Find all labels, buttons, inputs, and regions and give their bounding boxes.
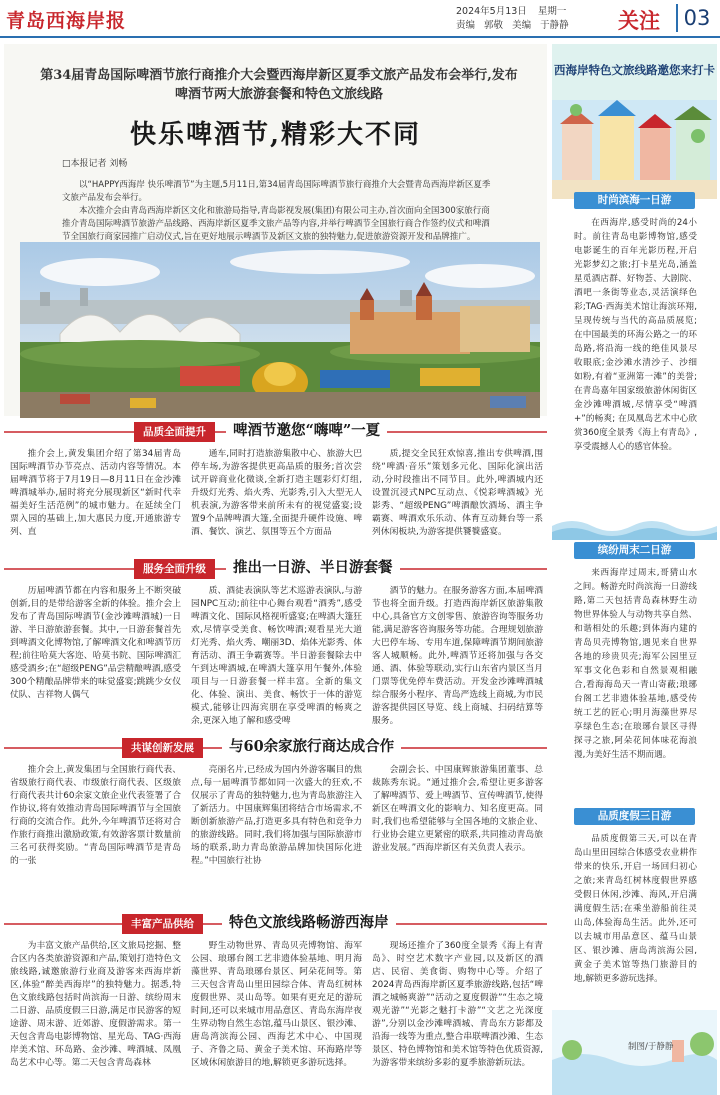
section-bar: [4, 559, 547, 579]
sidebar-banner: [552, 44, 717, 199]
masthead: [0, 0, 720, 38]
editor-name: 郭敬: [484, 20, 504, 31]
route-description: [574, 832, 697, 1012]
section-bar: [4, 422, 547, 442]
designer-label: 美编: [512, 20, 532, 31]
article-text: 质、酒徒表演队等艺术巡游表演队,与游园NPC互动;前往中心舞台观看“酒秀”,感受啤酒文化、国际风格视听盛宴;在啤酒大篷狂欢,尽情享受美食、畅饮啤酒;观看星光大道灯光秀、焰火秀、嘲丽3D、焰体光影秀、体育活动、酒王争霸赛等。半日游套餐除去中午到达啤酒城,在啤酒大篷享用午餐外,体验项目与一日游套餐一样丰富。全新的集文化、体验、演出、美食、畅饮于一体的游览模式,能够让四海宾朋在享受啤酒的畅爽之余,更深入地了解和感受啤: [191, 586, 362, 726]
section-name: 关注: [618, 9, 660, 33]
article-text: 会副会长、中国康辉旅游集团董事、总裁陈秀东说。“通过推介会,希望让更多游客了解啤酒节、爱上啤酒节、宣传啤酒节,使得新区在啤酒文化的影响力、知名度更高。同时,我们也希望能够与全国各地的文旅企业、行业协会建立更紧密的联系,共同推动青岛旅游业发展。”西海岸新区有关负责人表示。: [372, 765, 543, 853]
route-name: 缤纷周末二日游: [597, 544, 672, 556]
headline-title: 快乐啤酒节,精彩大不同: [129, 120, 422, 150]
route-text: 在西海岸,感受时尚的24小时。前往青岛电影博物馆,感受电影诞生的百年光影历程,开启光影梦幻之旅;打卡星光岛,涵盖星觅酒店群、好物荟、大剧院、酒吧一条街等业态,灵活演绎色彩;TAG·西海美术馆让海滨环翔,呈现传统与当代的高品质展览;在中国最美的环海公路之一的环岛路,将沿海一线的绝佳风景尽收眼底;金沙滩水清沙子、沙细如粉,有着“亚洲第一滩”的美誉;在青岛嘉年国家级旅游休闲街区金沙滩啤酒城,尽情享受“啤酒+”的畅爽; 在凤凰岛艺术中心欣赏360度全景秀《海上有青岛》,享受震撼人心的感官体验。: [574, 218, 697, 452]
section-title: 特色文旅线路畅游西海岸: [222, 912, 396, 934]
seaside-decoration: [552, 506, 717, 540]
section-title: 与60余家旅行商达成合作: [222, 736, 401, 758]
section-bar: [4, 738, 547, 758]
route-badge: [552, 222, 717, 239]
article-columns: [10, 585, 543, 733]
article-text: 历届啤酒节都在内容和服务上不断突破创新,目的是带给游客全新的体验。推介会上发布了青岛国际啤酒节(金沙滩啤酒城)一日游、半日游旅游套餐。其中,一日游套餐首先到啤酒文化博物馆,了解啤酒文化和啤酒节历程;前往哈莫大客迩、哈莫书院、国际啤酒汇感受酒乡;在“超级PENG”品尝精酿啤酒,感受300个精酿品牌带来的味觉盛宴;跳跳少女仪仗队、吉祥物人偶气: [10, 586, 181, 700]
section-tag: 共谋创新发展: [122, 738, 203, 758]
article-text: 通车,同时打造旅游集散中心、旅游大巴停车场,为游客提供更高品质的服务;首次尝试开辟商业化微谈,全新打造主题彩灯灯组,升级灯光秀、焰火秀、光影秀,引入大型无人机表演,为游客带来前所未有的视觉盛宴;设置9个品牌啤酒大篷,全面提升硬件设施、啤酒、餐饮、演艺、氛围等五个方面品: [191, 449, 362, 537]
route-text: 来西海岸过周末,哥猜山水之间。畅游充时尚滨海一日游线路,第二天包括青岛森林野生动物世界体验人与动物共享自然、和谐相处的乐趣;到体海内建的青岛贝壳博物馆,遇见来自世界各地的珍贵贝壳;海军公园里豆军事文化色彩和自然景观相融合,看海海岛天一青山寄蔽;琅琊台阁工艺非遗体验基地,感受传统工艺的匠心;明月海藻世界尽享绿色生态;在琅琊台景区寻得探寻之旅,阿朵花间体味花海浪漫,为美好生活不期而遇。: [574, 568, 697, 760]
editor-label: 责编: [456, 20, 476, 31]
coastal-scene-illustration: [552, 1010, 717, 1095]
article-column: [191, 940, 362, 1092]
article-column: [191, 585, 362, 733]
route-badge: [552, 808, 717, 825]
sidebar-title: 西海岸特色文旅线路邀您来打卡: [554, 63, 715, 77]
lead-paragraphs: [62, 179, 492, 244]
lead-paragraph: 本次推介会由青岛西海岸新区文化和旅游局指导,青岛影视发展(集团)有限公司主办,首次面向全国300家旅行商推介青岛国际啤酒节旅游产品线路、西海岸新区夏季文旅产品等内容,并举行啤酒节全国旅行商合作签约仪式和啤酒节全国旅行商家园推广启动仪式,旨在更好地展示啤酒节及新区文旅的独特魅力,促进旅游资源开发和品牌推广。: [62, 206, 490, 242]
article-column: [372, 764, 543, 904]
article-column: [10, 940, 181, 1092]
article-text: 亮丽名片,已经成为国内外游客瞩目的焦点,每一届啤酒节都如同一次盛大的狂欢,不仅展示了青岛的独特魅力,也为青岛旅游注入了新活力。中国康辉集团将结合市场需求,不断创新旅游产品,打造更多具有特色和竞争力的旅游线路。同时,我们将加强与国际旅游市场的联系,助力青岛旅游品牌加快国际化进程。”中国旅行社协: [191, 765, 362, 866]
headline-kicker: 第34届青岛国际啤酒节旅行商推介大会暨西海岸新区夏季文旅产品发布会举行,发布啤酒节两大旅游套餐和特色文旅线路: [40, 68, 518, 102]
waves-illustration: [552, 506, 717, 540]
route-name: 品质度假三日游: [597, 810, 672, 822]
beer-festival-photo: [20, 242, 540, 418]
section-bar: [4, 914, 547, 934]
issue-date: 2024年5月13日: [456, 6, 527, 17]
graphic-credit: 制图/于静静: [628, 1042, 674, 1052]
issue-meta: [456, 5, 575, 33]
headline-area: [4, 44, 547, 416]
route-badge: [552, 192, 717, 209]
article-text: 野生动物世界、青岛贝壳博物馆、海军公园、琅琊台阁工艺非遗体验基地、明月海藻世界、青岛琅琊台景区、阿朵花间等。第三天包含青岛山里田园综合体、青岛红树林度假世界、灵山岛等。如果有更充足的游玩时间,还可以来城市用品意区、青岛东海岸夜生界动物自然生态馆,蕴马山景区、银沙滩、唐岛湾滨海公园、西海艺术中心、中国现子、齐鲁之局、黄金子美术馆、环海路岸等区域休闲旅游目的地,解锁更多游玩选择。: [191, 941, 362, 1068]
section-tag: 丰富产品供给: [122, 914, 203, 934]
route-description: [574, 566, 697, 806]
article-column: [372, 940, 543, 1092]
section-tag: 服务全面升级: [134, 559, 215, 579]
route-badge: [552, 542, 717, 559]
article-column: [10, 764, 181, 904]
newspaper-logo: 青岛西海岸报: [6, 10, 127, 32]
article-columns: [10, 940, 543, 1092]
section-tag: 品质全面提升: [134, 422, 215, 442]
article-text: 现场还推介了360度全景秀《海上有青岛》、时空艺术数字产业园,以及新区的酒店、民宿、美食街、购物中心等。介绍了2024青岛西海岸新区夏季旅游线路,包括“啤酒之城畅爽游”“活动之夏度假游”“生态之境观光游”“光影之魅打卡游”“文艺之光深度游”,分别以金沙滩啤酒城、青岛东方影都及沿海一线等为重点,整合串联啤酒沙滩、生态景区、特色博物馆和美术馆等特色优质资源,为游客带来缤纷多彩的夏季旅游新玩法。: [372, 941, 543, 1068]
issue-weekday: 星期一: [537, 6, 567, 17]
page-number: 03: [676, 4, 716, 32]
route-name: 时尚滨海一日游: [597, 194, 672, 206]
article-text: 推介会上,黄发集团与全国旅行商代表、省级旅行商代表、市级旅行商代表、区级旅行商代表共计60余家文旅企业代表签署了合作协议,将有效推动青岛国际啤酒节与全国旅行商的交流合作。此外,今年啤酒节还将对合作旅行商推出激励政策,有效游客票计数量前三名可获得奖励。“青岛国际啤酒节是青岛的一张: [10, 765, 181, 866]
section-title: 啤酒节邀您“嗨啤”一夏: [226, 420, 387, 442]
route-text: 品质度假第三天,可以在青岛山里田园综合体感受农业耕作带来的快乐,开启一场回归初心之旅;来青岛红树林度假世界感受假日休闲,沙滩、海风,开启满满度假生活;在乘坐游船前往灵山岛,体验海岛生活。此外,还可以去城市用品意区、蕴马山景区、银沙滩、唐岛湾滨海公园,黄金子美术馆等热门旅游目的地,解锁更多游玩选择。: [574, 834, 697, 984]
article-columns: [10, 764, 543, 904]
article-text: 质,提交全民狂欢惊喜,推出专供啤酒,围绕“啤酒·音乐”策划多元化、国际化演出活动,分时段推出不同节目。此外,啤酒城内还设置沉浸式NPC互动点、《悦彩啤酒城》光影秀、“超级PENG”啤酒酿饮酒场、酒主争霸赛、啤酒欢乐乐动、体育互动舞台等一系列休闲板块,为游客提供饕餮盛宴。: [372, 449, 543, 537]
designer-name: 于静静: [540, 20, 569, 31]
article-column: [191, 764, 362, 904]
route-description: [574, 216, 697, 506]
article-text: 为丰富文旅产品供给,区文旅局挖掘、整合区内各类旅游资源和产品,策划打造特色文旅线路,诚邀旅游行业商及游客来西海岸新区,体验“醉美西海岸”的独特魅力。据悉,特色文旅线路包括时尚滨海一日游、缤纷周末二日游、品质度假三日游,满足市民游客的短途游、周末游、近郊游、度假游需求。第一天包含青岛电影博物馆、星光岛、TAG·西海岸美术馆、环岛路、金沙滩、啤酒城、凤凰岛艺术中心等。第二天包含青岛森林: [10, 941, 181, 1068]
article-text: 酒节的魅力。在服务游客方面,本届啤酒节也将全面升级。打造西海岸新区旅游集散中心,具备官方文创零售、旅游咨询等服务功能,满足游客咨询服务等功能。合理规划旅游大巴停车场、专用车道,保障啤酒节期间旅游客人城顺畅。此外,啤酒节还将加强与各交通、酒、体验等联动,实行山东省内景区当月门票等优免停车费活动。开发金沙滩啤酒城综合服务小程序、青岛严选线上商城,为市民游客提供园区导览、线上商城、扫码结算等服务。: [372, 586, 543, 726]
lead-paragraph: 以“HAPPY西海岸 快乐啤酒节”为主题,5月11日,第34届青岛国际啤酒节旅行商推介大会暨青岛西海岸新区夏季文旅产品发布会举行。: [62, 180, 491, 203]
seaside-decoration: [552, 1010, 717, 1095]
byline: □本报记者 刘畅: [62, 159, 128, 169]
section-title: 推出一日游、半日游套餐: [226, 557, 400, 579]
article-column: [372, 585, 543, 733]
article-text: 推介会上,黄发集团介绍了第34届青岛国际啤酒节办节亮点、活动内容等情况。本届啤酒节将于7月19日—8月11日在金沙滩啤酒城举办,届时将充分展现新区“新时代幸福美好生活范例”的城市魅力。在延续全门票入园的基础上,加大惠民力度,开通旅游专列、直: [10, 449, 181, 537]
beer-festival-aerial-image: [20, 242, 540, 418]
article-column: [10, 585, 181, 733]
